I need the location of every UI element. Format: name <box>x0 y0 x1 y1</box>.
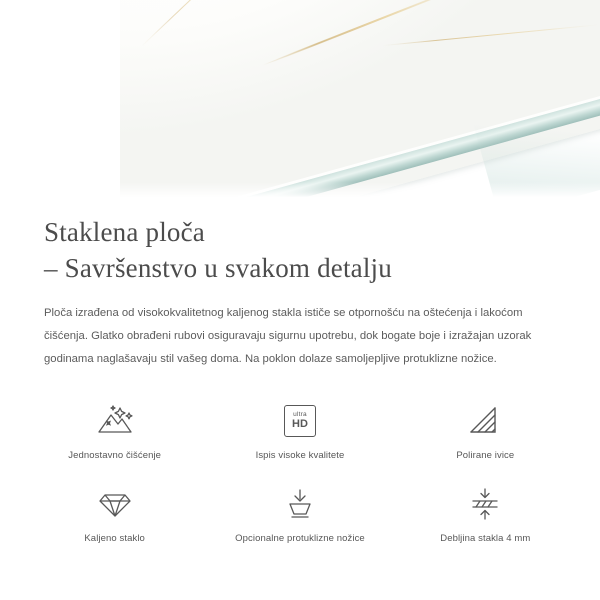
polished-edges-icon <box>399 399 572 443</box>
ultra-hd-badge-top: ultra <box>293 410 307 418</box>
hero-left-mask <box>0 0 120 200</box>
page-title-line-1: Staklena ploča <box>44 217 205 247</box>
feature-label: Kaljeno staklo <box>84 533 145 544</box>
page-title <box>44 214 556 286</box>
feature-label: Ispis visoke kvalitete <box>255 450 345 461</box>
hero-product-image <box>0 0 600 200</box>
thickness-arrows-icon <box>399 482 572 526</box>
feature-anti-slip-feet <box>207 478 392 547</box>
sparkle-wipe-icon <box>28 399 201 443</box>
feature-easy-cleaning <box>22 395 207 464</box>
gold-vein-icon <box>382 24 600 46</box>
hero-bottom-fade <box>0 182 600 200</box>
diamond-icon <box>28 482 201 526</box>
ultra-hd-badge <box>284 405 316 437</box>
description-paragraph: Ploča izrađena od visokokvalitetnog kaljenog stakla ističe se otpornošću na oštećenja i lakoćom čišćenja. Glatko obrađeni rubovi osiguravaju sigurnu upotrebu, dok bogate boje i izražajan uzorak godinama naglašavaju stil vašeg doma. Na poklon dolaze samoljepljive protuklizne nožice. <box>44 307 532 365</box>
feature-label: Debljina stakla 4 mm <box>440 533 531 544</box>
ultra-hd-badge-bottom: HD <box>292 418 308 431</box>
feature-grid <box>0 395 600 547</box>
gold-vein-icon <box>141 0 258 47</box>
feature-polished-edges <box>393 395 578 464</box>
glass-panel-image <box>0 0 600 200</box>
feature-label: Opcionalne protuklizne nožice <box>235 533 365 544</box>
feature-print-quality <box>207 395 392 464</box>
feature-tempered-glass <box>22 478 207 547</box>
feature-label: Jednostavno čišćenje <box>68 450 162 461</box>
feature-glass-thickness <box>393 478 578 547</box>
page-title-line-2: – Savršenstvo u svakom detalju <box>44 253 392 283</box>
ultra-hd-icon <box>213 399 386 443</box>
feature-label: Polirane ivice <box>456 450 515 461</box>
gold-vein-icon <box>261 0 485 66</box>
description-content <box>0 200 600 371</box>
anti-slip-feet-icon <box>213 482 386 526</box>
